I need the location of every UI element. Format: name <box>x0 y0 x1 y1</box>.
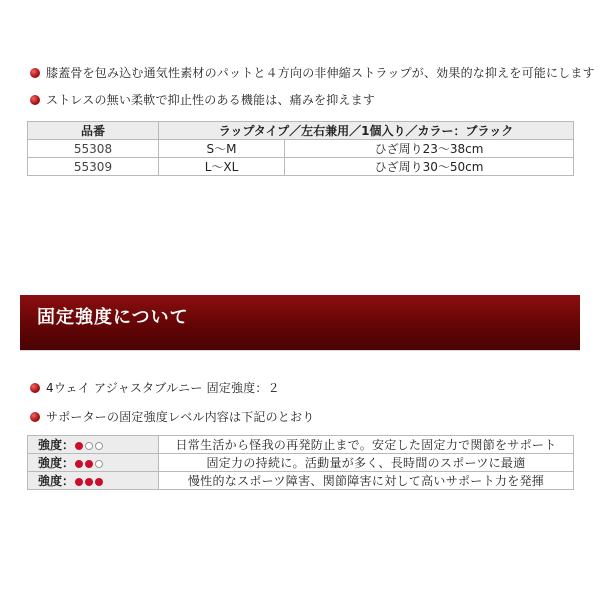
red-bullet-icon <box>30 383 40 393</box>
strength-description: 固定力の持続に。活動量が多く、長時間のスポーツに最適 <box>159 454 574 472</box>
knee-circumference: ひざ周り23～38cm <box>285 140 574 158</box>
table-row <box>28 158 574 176</box>
strength-rating-icon <box>74 474 104 488</box>
strength-rating-icon <box>74 456 104 470</box>
header-code: 品番 <box>28 122 159 140</box>
header-description: ラップタイプ／左右兼用／1個入り／カラー：ブラック <box>159 122 574 140</box>
feature-line-2 <box>30 91 375 108</box>
size: L～XL <box>159 158 285 176</box>
size: S～M <box>159 140 285 158</box>
red-bullet-icon <box>30 412 40 422</box>
product-code: 55309 <box>28 158 159 176</box>
strength-description: 日常生活から怪我の再発防止まで。安定した固定力で関節をサポート <box>159 436 574 454</box>
red-bullet-icon <box>30 68 40 78</box>
section-title: 固定強度について <box>37 307 189 328</box>
filled-circle-icon <box>75 460 83 468</box>
filled-circle-icon <box>85 478 93 486</box>
section-banner <box>20 295 580 350</box>
filled-circle-icon <box>75 442 83 450</box>
feature-text: 膝蓋骨を包み込む通気性素材のパットと４方向の非伸縮ストラップが、効果的な抑えを可能にします <box>46 66 595 80</box>
table-row <box>28 472 574 490</box>
strength-label-cell <box>28 454 159 472</box>
feature-text: ストレスの無い柔軟で抑止性のある機能は、痛みを抑えます <box>46 93 376 107</box>
table-row <box>28 140 574 158</box>
info-line-2 <box>30 408 314 425</box>
strength-label: 強度： <box>38 438 75 452</box>
empty-circle-icon <box>95 460 103 468</box>
strength-label-cell <box>28 436 159 454</box>
red-bullet-icon <box>30 95 40 105</box>
filled-circle-icon <box>85 460 93 468</box>
table-row <box>28 436 574 454</box>
product-code: 55308 <box>28 140 159 158</box>
info-text: 4ウェイ アジャスタブルニー 固定強度：２ <box>46 381 280 395</box>
info-line-1 <box>30 379 280 396</box>
spec-table <box>27 121 574 176</box>
filled-circle-icon <box>95 478 103 486</box>
strength-level-table <box>27 435 574 490</box>
info-text: サポーターの固定強度レベル内容は下記のとおり <box>46 410 315 424</box>
empty-circle-icon <box>95 442 103 450</box>
strength-label: 強度： <box>38 456 75 470</box>
spec-header-row <box>28 122 574 140</box>
strength-label-cell <box>28 472 159 490</box>
table-row <box>28 454 574 472</box>
filled-circle-icon <box>75 478 83 486</box>
feature-line-1 <box>30 64 595 81</box>
strength-description: 慢性的なスポーツ障害、関節障害に対して高いサポート力を発揮 <box>159 472 574 490</box>
knee-circumference: ひざ周り30～50cm <box>285 158 574 176</box>
strength-label: 強度： <box>38 474 75 488</box>
empty-circle-icon <box>85 442 93 450</box>
strength-rating-icon <box>74 438 104 452</box>
